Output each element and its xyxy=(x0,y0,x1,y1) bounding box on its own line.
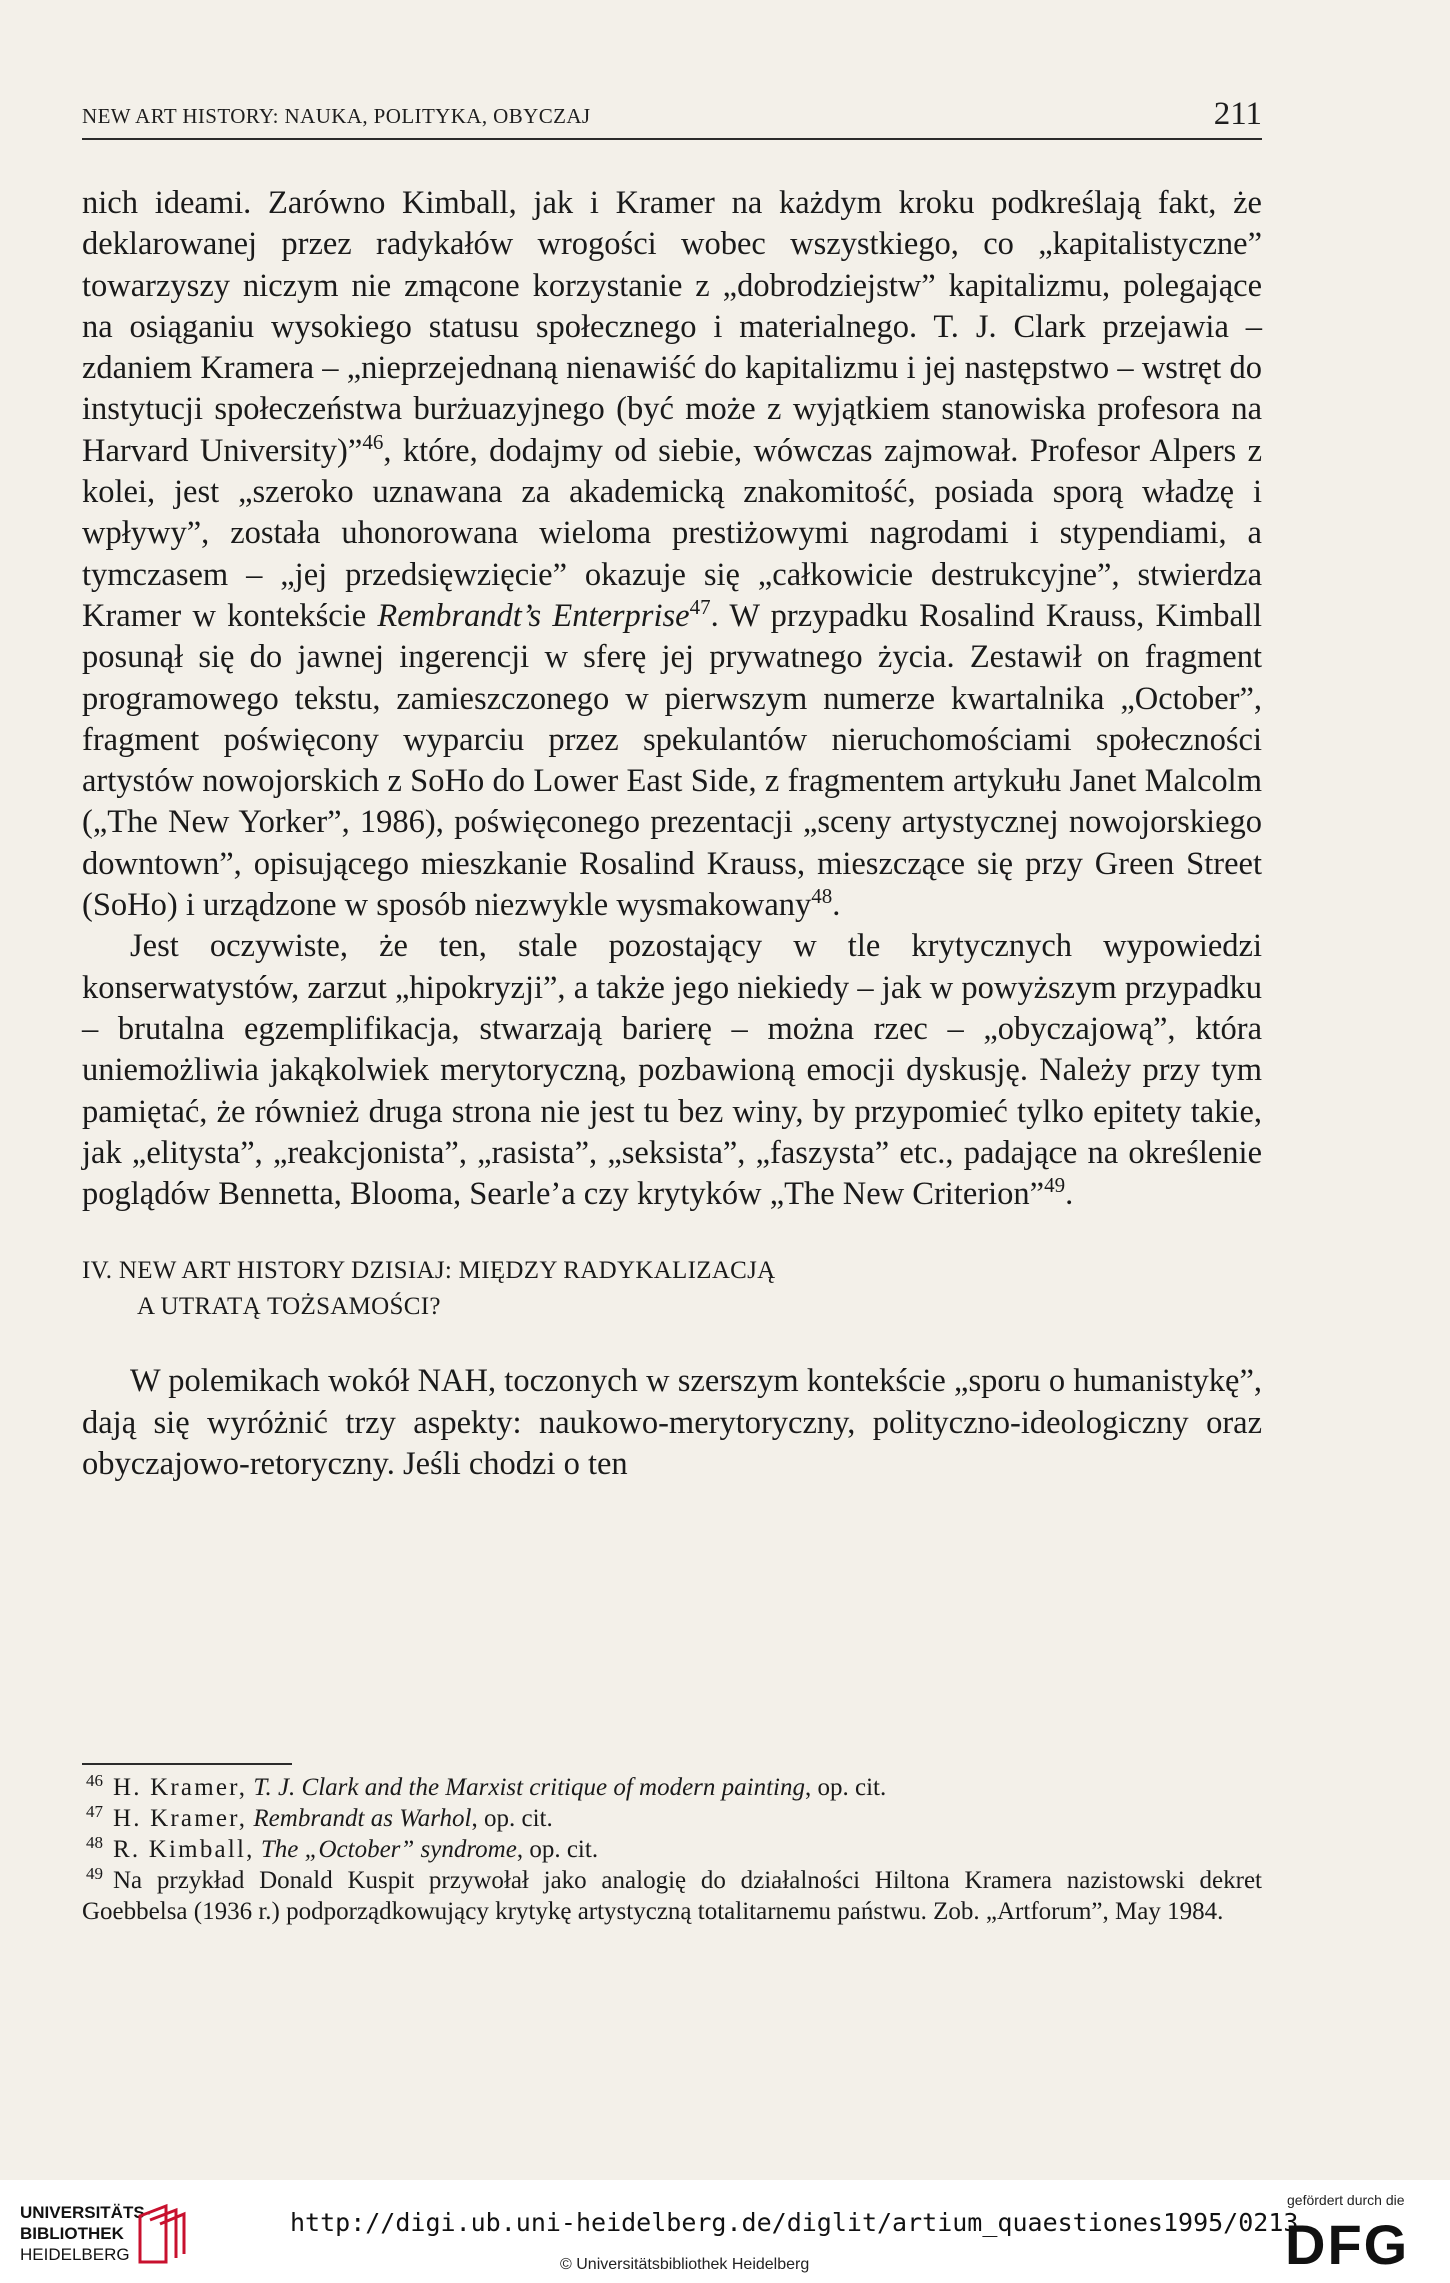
footnote-47 xyxy=(82,1803,1262,1834)
footnote-49 xyxy=(82,1865,1262,1927)
footnote-text: Na przykład Donald Kuspit przywołał jako analogię do działalności Hiltona Kramera nazistowski dekret Goebbelsa (1936 r.) podporządkowujący krytykę artystyczną totalitarnemu państwu. Zob. „Artforum”, May 1984. xyxy=(82,1867,1262,1925)
library-emblem-icon xyxy=(136,2202,188,2266)
text-run: , które, dodajmy od siebie, wówczas zajmował. Profesor Alpers z kolei, jest „szeroko uznawana za akademicką znakomitość, posiada sporą władzę i wpływy”, została uhonorowana wieloma prestiżowymi nagrodami i stypendiami, a tymczasem – „jej przedsięwzięcie” okazuje się „całkowicie destrukcyjne”, stwierdza Kramer w kontekście xyxy=(82,432,1262,634)
library-line-2: BIBLIOTHEK xyxy=(20,2224,124,2243)
footnote-number: 48 xyxy=(86,1832,103,1852)
paragraph-2 xyxy=(82,926,1262,1215)
paragraph-3: W polemikach wokół NAH, toczonych w szerszym kontekście „sporu o humanistykę”, dają się wyróżnić trzy aspekty: naukowo-merytoryczny, polityczno-ideologiczny oraz obyczajowo-retoryczny. Jeśli chodzi o ten xyxy=(82,1363,1262,1483)
footnote-ref-46[interactable]: 46 xyxy=(362,429,384,454)
footnote-ref-47[interactable]: 47 xyxy=(689,595,711,620)
running-title: NEW ART HISTORY: NAUKA, POLITYKA, OBYCZAJ xyxy=(82,104,591,128)
paragraph-1 xyxy=(82,183,1262,926)
digitization-footer xyxy=(0,2180,1450,2283)
footnote-title: The „October” syndrome xyxy=(260,1836,517,1863)
text-run: . xyxy=(1065,1176,1074,1213)
library-line-1: UNIVERSITÄTS- xyxy=(20,2203,151,2222)
library-line-3: HEIDELBERG xyxy=(20,2245,130,2264)
text-run: . W przypadku Rosalind Krauss, Kimball posunął się do jawnej ingerencji w sferę jej prywatnego życia. Zestawił on fragment programowego tekstu, zamieszczonego w pierwszym numerze kwartalnika „October”, fragment poświęcony wyparciu przez spekulantów nieruchomościami społeczności artystów nowojorskich z SoHo do Lower East Side, z fragmentem artykułu Janet Malcolm („The New Yorker”, 1986), poświęconego prezentacji „sceny artystycznej nowojorskiego downtown”, opisującego mieszkanie Rosalind Krauss, mieszczące się przy Green Street (SoHo) i urządzone w sposób niezwykle wysmakowany xyxy=(82,597,1262,924)
dfg-logo-text: DFG xyxy=(1285,2213,1410,2276)
footnote-title: Rembrandt as Warhol xyxy=(253,1805,472,1832)
text-run: Jest oczywiste, że ten, stale pozostający w tle krytycznych wypowiedzi konserwatystów, zarzut „hipokryzji”, a także jego niekiedy – jak w powyższym przypadku – brutalna egzemplifikacja, stwarzają barierę – można rzec – „obyczajową”, która uniemożliwia jakąkolwiek merytoryczną, pozbawioną emocji dyskusję. Należy przy tym pamiętać, że również druga strona nie jest tu bez winy, by przypomieć tylko epitety takie, jak „elitysta”, „reakcjonista”, „rasista”, „seksista”, „faszysta” etc., padające na określenie poglądów Bennetta, Blooma, Searle’a czy krytyków „The New Criterion” xyxy=(82,928,1262,1213)
footnote-rest: , op. cit. xyxy=(804,1774,887,1801)
footnote-number: 49 xyxy=(86,1863,103,1883)
section-heading xyxy=(82,1253,1262,1325)
footnotes xyxy=(82,1772,1262,1927)
section-heading-line-2: A UTRATĄ TOŻSAMOŚCI? xyxy=(137,1293,441,1321)
text-run: . xyxy=(832,887,841,924)
page-number: 211 xyxy=(1213,96,1262,132)
footnote-number: 46 xyxy=(86,1770,103,1790)
footnote-title: T. J. Clark and the Marxist critique of modern painting xyxy=(253,1774,805,1801)
footnote-48 xyxy=(82,1834,1262,1865)
library-name xyxy=(20,2202,150,2265)
footnote-ref-48[interactable]: 48 xyxy=(811,884,833,909)
dfg-logo[interactable] xyxy=(1285,2192,1435,2277)
footnote-rest: , op. cit. xyxy=(471,1805,553,1832)
copyright-notice: © Universitätsbibliothek Heidelberg xyxy=(560,2256,810,2273)
footnote-46 xyxy=(82,1772,1262,1803)
footnote-rest: , op. cit. xyxy=(516,1836,599,1863)
footnote-divider xyxy=(82,1763,292,1765)
running-header xyxy=(82,94,1262,140)
footnote-ref-49[interactable]: 49 xyxy=(1044,1173,1066,1198)
italic-title: Rembrandt’s Enterprise xyxy=(377,597,690,634)
library-logo[interactable] xyxy=(20,2202,190,2272)
footnote-author: H. Kramer, xyxy=(113,1774,248,1801)
footnote-author: R. Kimball, xyxy=(113,1836,255,1863)
section-heading-line-1: IV. NEW ART HISTORY DZISIAJ: MIĘDZY RADYKALIZACJĄ xyxy=(82,1257,776,1285)
funder-caption: gefördert durch die xyxy=(1287,2192,1405,2208)
body-text xyxy=(82,183,1262,1485)
footnote-author: H. Kramer, xyxy=(113,1805,248,1832)
permalink-url[interactable]: http://digi.ub.uni-heidelberg.de/diglit/artium_quaestiones1995/0213 xyxy=(290,2208,1299,2237)
text-run: nich ideami. Zarówno Kimball, jak i Kramer na każdym kroku podkreślają fakt, że deklarowanej przez radykałów wrogości wobec wszystkiego, co „kapitalistyczne” towarzyszy niczym nie zmącone korzystanie z „dobrodziejstw” kapitalizmu, polegające na osiąganiu wysokiego statusu społecznego i materialnego. T. J. Clark przejawia – zdaniem Kramera – „nieprzejednaną nienawiść do kapitalizmu i jej następstwo – wstręt do instytucji społeczeństwa burżuazyjnego (być może z wyjątkiem stanowiska profesora na Harvard University)” xyxy=(82,185,1262,469)
footnote-number: 47 xyxy=(86,1801,103,1821)
